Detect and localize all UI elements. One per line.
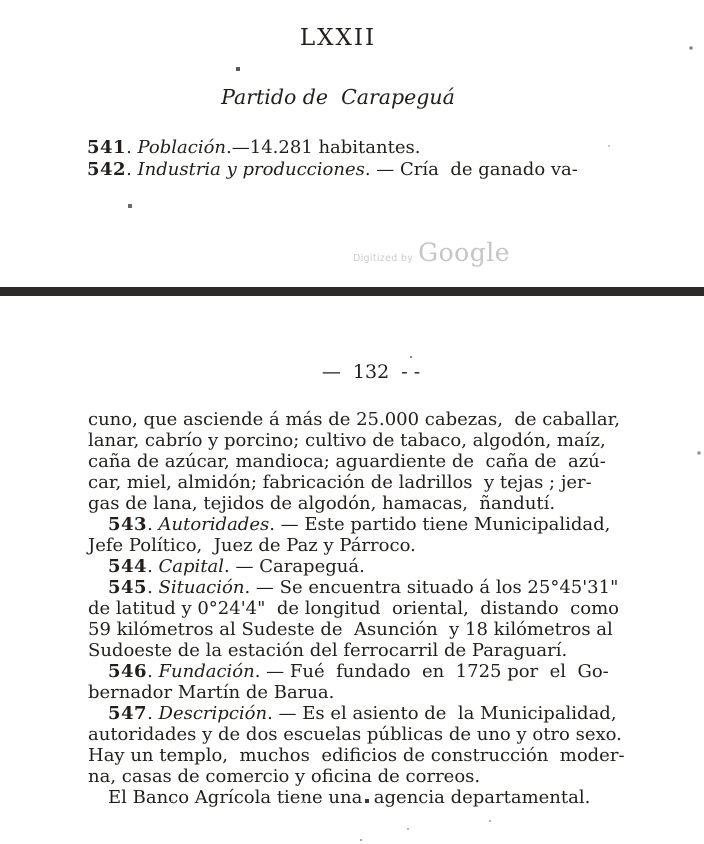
top-page-entries [87, 137, 647, 181]
entry-topic-label: Población [137, 137, 227, 158]
body-line [88, 451, 640, 472]
section-title: Partido de Carapeguá [221, 85, 455, 109]
line-text: gas de lana, tejidos de algodón, hamacas, ñandutí. [88, 493, 556, 514]
page-number: — 132 - - [321, 361, 421, 383]
entry-number: 542 [87, 159, 127, 180]
google-logo-text: Google [418, 238, 510, 267]
scan-noise-specks [0, 0, 2, 2]
page-scan-divider [0, 287, 704, 296]
line-text: Jefe Político, Juez de Paz y Párroco. [88, 535, 416, 556]
entry-topic-label: Industria y producciones [137, 159, 365, 180]
body-line [88, 619, 640, 640]
entry-number: 546 [108, 661, 148, 682]
body-line [88, 703, 640, 724]
google-watermark [353, 238, 510, 267]
entry-number: 545 [108, 577, 148, 598]
line-text: cuno, que asciende á más de 25.000 cabezas, de caballar, [88, 409, 620, 430]
line-text: . — Se encuentra situado á los 25°45'31" [244, 577, 619, 598]
line-text: autoridades y de dos escuelas públicas de uno y otro sexo. [88, 724, 622, 745]
entry-separator: . [147, 661, 159, 682]
body-line [88, 577, 640, 598]
body-line [88, 766, 640, 787]
line-text: . — Este partido tiene Municipalidad, [269, 514, 611, 535]
line-text: . — Fué fundado en 1725 por el Go- [254, 661, 609, 682]
entry-separator: . [147, 577, 159, 598]
entry-text: . — Cría de ganado va- [364, 159, 578, 180]
line-text: car, miel, almidón; fabricación de ladrillos y tejas ; jer- [88, 472, 592, 493]
entry-topic-label: Situación [158, 577, 245, 598]
body-line [88, 745, 640, 766]
line-text: bernador Martín de Barua. [88, 682, 335, 703]
entry-topic-label: Fundación [158, 661, 255, 682]
entry-text: .—14.281 habitantes. [226, 137, 421, 158]
watermark-prefix: Digitized by [353, 253, 414, 264]
page-body [88, 409, 640, 808]
line-text: . — Es el asiento de la Municipalidad, [267, 703, 617, 724]
line-text: Hay un templo, muchos edificios de construcción moder- [88, 745, 625, 766]
entry-number: 543 [108, 514, 148, 535]
entry-line [87, 159, 647, 181]
body-line [88, 514, 640, 535]
body-line [88, 472, 640, 493]
body-line [88, 493, 640, 514]
page-header-roman-numeral: LXXII [299, 25, 377, 51]
entry-number: 544 [108, 556, 148, 577]
body-line [88, 682, 640, 703]
line-text: El Banco Agrícola tiene una agencia departamental. [108, 787, 591, 808]
line-text: na, casas de comercio y oficina de correos. [88, 766, 481, 787]
body-line [88, 430, 640, 451]
line-text: Sudoeste de la estación del ferrocarril de Paraguarí. [88, 640, 568, 661]
entry-topic-label: Capital [158, 556, 225, 577]
line-text: . — Carapeguá. [224, 556, 365, 577]
entry-topic-label: Autoridades [158, 514, 270, 535]
entry-separator: . [126, 159, 138, 180]
body-line [88, 724, 640, 745]
entry-separator: . [147, 703, 159, 724]
body-line [88, 787, 640, 808]
entry-separator: . [147, 556, 159, 577]
entry-number: 541 [87, 137, 127, 158]
body-line [88, 640, 640, 661]
line-text: caña de azúcar, mandioca; aguardiente de caña de azú- [88, 451, 606, 472]
body-line [88, 598, 640, 619]
line-text: de latitud y 0°24'4" de longitud oriental, distando como [88, 598, 619, 619]
body-line [88, 409, 640, 430]
body-line [88, 556, 640, 577]
entry-line [87, 137, 647, 159]
body-line [88, 535, 640, 556]
body-line [88, 661, 640, 682]
line-text: lanar, cabrío y porcino; cultivo de tabaco, algodón, maíz, [88, 430, 606, 451]
entry-topic-label: Descripción [158, 703, 268, 724]
entry-number: 547 [108, 703, 148, 724]
entry-separator: . [126, 137, 138, 158]
entry-separator: . [147, 514, 159, 535]
line-text: 59 kilómetros al Sudeste de Asunción y 18 kilómetros al [88, 619, 613, 640]
